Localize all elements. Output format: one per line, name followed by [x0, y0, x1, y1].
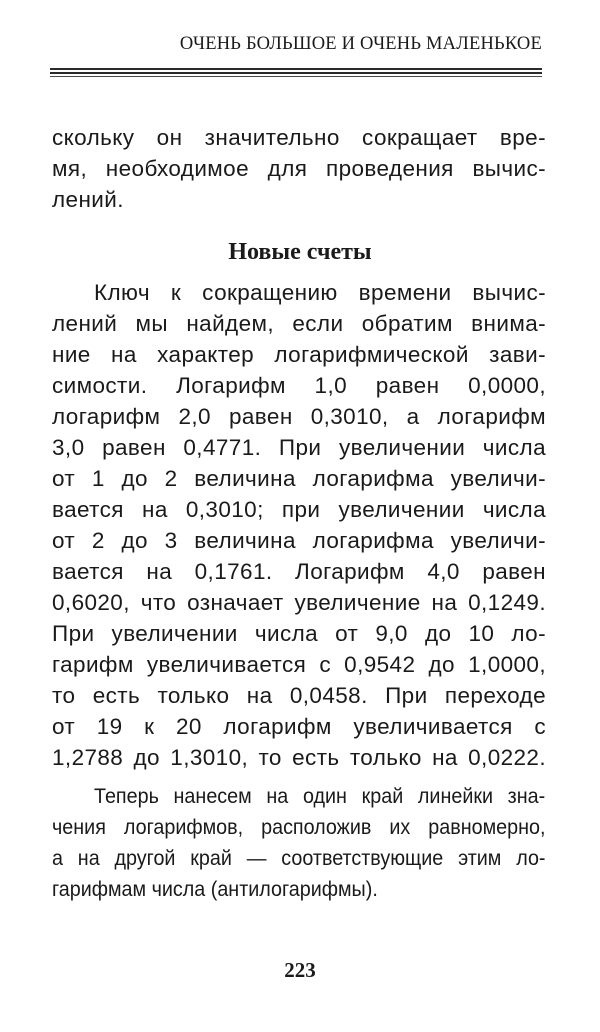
text-line: логарифм 2,0 равен 0,3010, а логарифм: [52, 404, 546, 429]
text-line: от 1 до 2 величина логарифма увеличи-: [52, 466, 546, 491]
text-line: симости. Логарифм 1,0 равен 0,0000,: [52, 373, 546, 398]
text-line: гарифмам числа (антилогарифмы).: [52, 878, 378, 901]
text-line: При увеличении числа от 9,0 до 10 ло-: [52, 621, 546, 646]
text-line: вается на 0,3010; при увеличении числа: [52, 497, 546, 522]
text-line: 0,6020, что означает увеличение на 0,1249.: [52, 590, 546, 615]
section-heading: Новые счеты: [228, 239, 372, 265]
text-line: то есть только на 0,0458. При переходе: [52, 683, 546, 708]
header-rule: [50, 76, 542, 77]
header-rule: [50, 68, 542, 70]
text-line: Ключ к сокращению времени вычис-: [94, 280, 546, 305]
page-number: 223: [284, 958, 316, 982]
text-line: чения логарифмов, расположив их равномерно,: [52, 816, 546, 839]
header-rule: [50, 72, 542, 74]
text-line: гарифм увеличивается с 0,9542 до 1,0000,: [52, 652, 546, 677]
text-line: вается на 0,1761. Логарифм 4,0 равен: [52, 559, 546, 584]
text-line: скольку он значительно сокращает вре-: [52, 125, 546, 150]
running-head: ОЧЕНЬ БОЛЬШОЕ И ОЧЕНЬ МАЛЕНЬКОЕ: [179, 34, 542, 54]
text-line: мя, необходимое для проведения вычис-: [52, 156, 546, 181]
text-line: 1,2788 до 1,3010, то есть только на 0,0222.: [52, 745, 546, 770]
text-line: 3,0 равен 0,4771. При увеличении числа: [52, 435, 546, 460]
text-line: лений.: [52, 187, 124, 212]
text-line: Теперь нанесем на один край линейки зна-: [94, 785, 546, 808]
text-line: лений мы найдем, если обратим внима-: [52, 311, 546, 336]
text-line: а на другой край — соответствующие этим ло-: [52, 847, 546, 870]
text-line: ние на характер логарифмической зави-: [52, 342, 546, 367]
text-line: от 19 к 20 логарифм увеличивается с: [52, 714, 546, 739]
text-line: от 2 до 3 величина логарифма увеличи-: [52, 528, 546, 553]
